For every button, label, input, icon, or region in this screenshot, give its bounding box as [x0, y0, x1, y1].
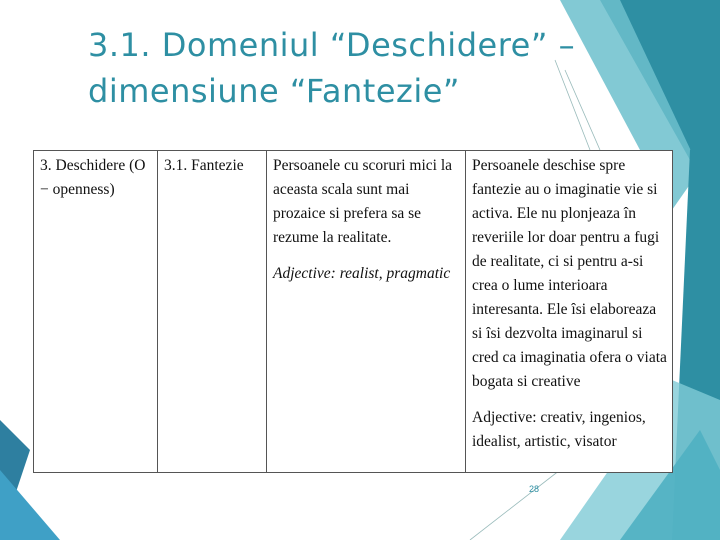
low-score-adjectives: Adjective: realist, pragmatic: [273, 265, 451, 282]
bottom-left-shape-light: [0, 470, 60, 540]
slide-title-line-1: 3.1. Domeniul “Deschidere” –: [88, 26, 576, 64]
low-score-description: Persoanele cu scoruri mici la aceasta scala sunt mai prozaice si prefera sa se rezume la realitate.: [273, 157, 453, 246]
high-score-adjectives: Adjective: creativ, ingenios, idealist, artistic, visator: [472, 409, 646, 450]
domain-cell: [34, 151, 158, 473]
domain-text: 3. Deschidere (O − openness): [40, 157, 146, 198]
high-score-cell: [466, 151, 673, 473]
page-number: 28: [529, 484, 540, 494]
facet-cell: [158, 151, 267, 473]
slide-title-line-2: dimensiune “Fantezie”: [88, 72, 460, 110]
low-score-cell: [267, 151, 466, 473]
table-row: [34, 151, 673, 473]
slide-title: [88, 22, 608, 114]
high-score-description: Persoanele deschise spre fantezie au o imaginatie vie si activa. Ele nu plonjeaza în reveriile lor doar pentru a fugi de realitate, ci si pentru a-si crea o lume interioara interesanta. Ele îsi elaboreaza si îsi dezvolta imaginarul si cred ca imaginatia ofera o viata bogata si creative: [472, 157, 667, 390]
decor-line-3: [470, 470, 560, 540]
facet-text: 3.1. Fantezie: [164, 157, 244, 174]
personality-table: [33, 150, 672, 473]
